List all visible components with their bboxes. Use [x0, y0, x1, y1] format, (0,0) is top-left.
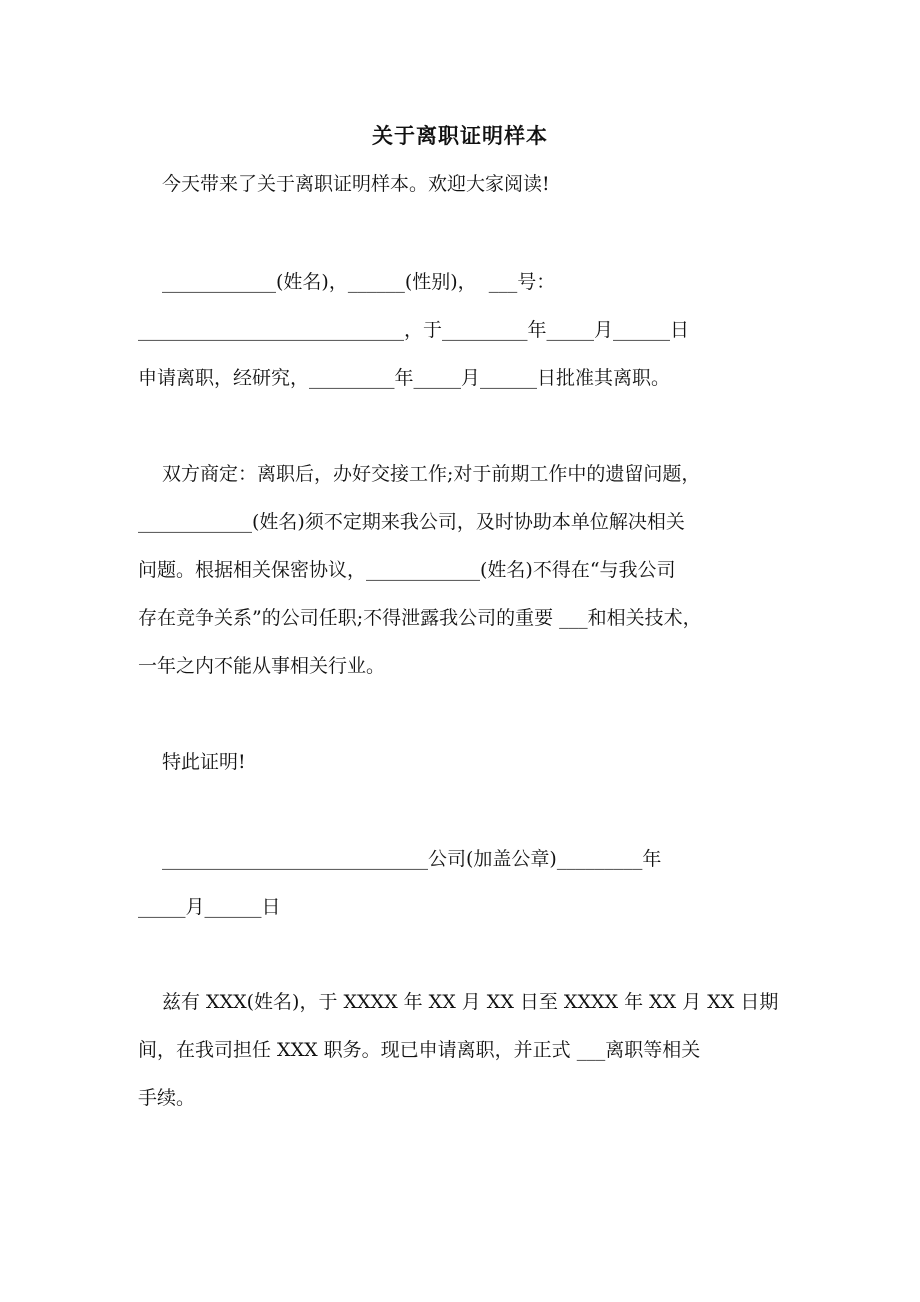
signature-line-2: _____月______日 [138, 896, 281, 918]
para1-line-1: ____________(姓名)，______(性别)， ___号： [162, 271, 556, 293]
para3-line-3: 手续。 [138, 1087, 196, 1109]
para2-line-1: 双方商定：离职后，办好交接工作;对于前期工作中的遗留问题， [162, 463, 701, 485]
para1-line-2: ____________________________，于_________年_____月______日 [138, 319, 690, 341]
para3-line-2: 间，在我司担任 XXX 职务。现已申请离职，并正式 ___离职等相关 [138, 1039, 701, 1061]
document-title: 关于离职证明样本 [372, 123, 548, 148]
para1-line-3: 申请离职，经研究，_________年_____月______日批准其离职。 [138, 367, 671, 389]
para2-line-3: 问题。根据相关保密协议，____________(姓名)不得在“与我公司 [138, 559, 676, 581]
signature-line-1: ____________________________公司(加盖公章)_________年 [162, 848, 662, 870]
intro-line: 今天带来了关于离职证明样本。欢迎大家阅读! [162, 173, 550, 195]
closing-line: 特此证明! [162, 751, 246, 773]
para3-line-1: 兹有 XXX(姓名)，于 XXXX 年 XX 月 XX 日至 XXXX 年 XX 月 XX 日期 [162, 991, 779, 1013]
para2-line-2: ____________(姓名)须不定期来我公司，及时协助本单位解决相关 [138, 511, 685, 533]
para2-line-5: 一年之内不能从事相关行业。 [138, 655, 386, 677]
para2-line-4: 存在竞争关系”的公司任职;不得泄露我公司的重要 ___和相关技术， [138, 607, 702, 629]
